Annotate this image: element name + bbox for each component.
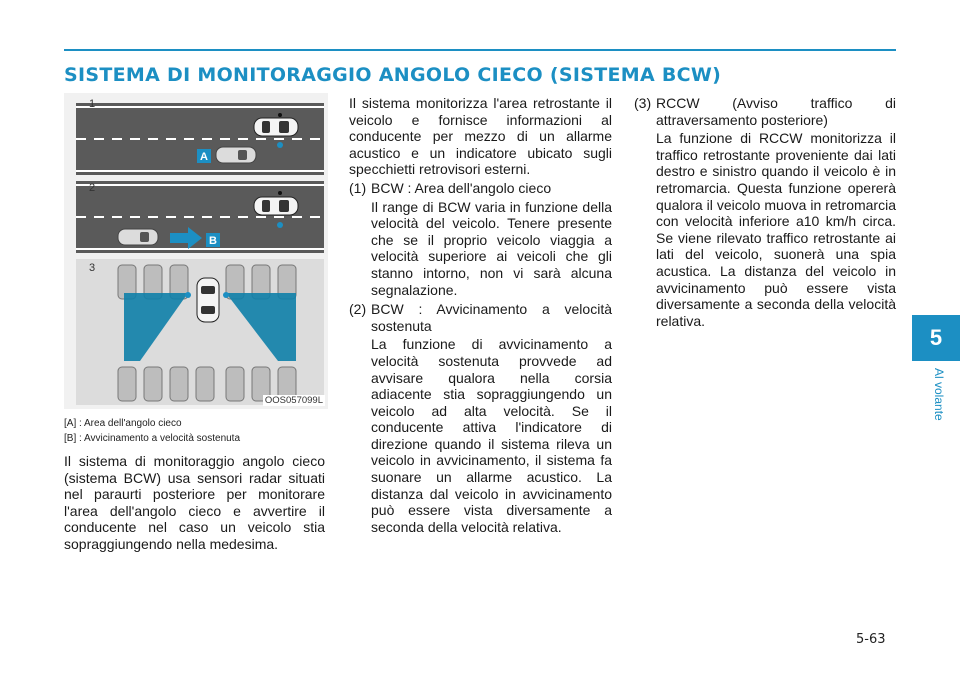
figure-label-2: 2 <box>89 182 96 194</box>
item-1-title: BCW : Area dell'angolo cieco <box>371 179 552 196</box>
figure-label-3: 3 <box>89 262 96 274</box>
page-number: 5-63 <box>856 632 886 647</box>
host-car-2 <box>254 197 298 215</box>
marker-a: A <box>200 151 208 163</box>
item-2-title: BCW : Avvicinamento a velocità sostenuta <box>371 301 612 334</box>
top-rule <box>64 49 896 51</box>
caption-b: [B] : Avvicinamento a velocità sostenuta <box>64 433 241 444</box>
bcw-illustration <box>64 93 328 409</box>
bcw-diagram <box>64 93 328 409</box>
blind-spot-car <box>216 147 256 163</box>
column-3 <box>634 95 896 329</box>
item-1-body: Il range di BCW varia in funzione della velocità del veicolo. Tenere presente che se il proprio veicolo viaggia a velocità superiore ai veicoli che gli stanno intorno, non vi sarà alcuna segnalazione. <box>371 198 612 298</box>
figure-code: OOS057099L <box>264 395 323 406</box>
item-3-title: RCCW (Avviso traffico di attraversamento posteriore) <box>656 95 896 128</box>
section-label: Al volante <box>932 368 946 421</box>
approaching-car <box>118 229 158 245</box>
item-3-body: La funzione di RCCW monitorizza il traffico retrostante proveniente dai lati destro e sinistro quando il veicolo è in retromarcia. Questa funzione opererà qualora il veicolo muova in retromarcia con velocità inferiore a10 km/h circa. Se viene rilevato traffico retrostante ai lati del veicolo, suonerà una spia acustica. La distanza del veicolo in avvicinamento può essere vista diversamente a seconda della velocità relativa. <box>656 130 896 329</box>
figure-label-1: 1 <box>89 98 96 110</box>
item-3-number: (3) <box>634 95 652 111</box>
item-1 <box>349 180 612 298</box>
host-car-1 <box>254 118 298 136</box>
item-2 <box>349 301 612 535</box>
item-2-body: La funzione di avvicinamento a velocità sostenuta provvede ad avvisare qualora nella corsia adiacente stia sopraggiungendo un veicolo ad alta velocità. Se il conducente attiva l'indicatore di direzione quando il sistema rileva un veicolo in avvicinamento, il sistema fa suonare un allarme acustico. La distanza dal veicolo in avvicinamento può essere vista diversamente a seconda della velocità relativa. <box>371 336 612 535</box>
item-3 <box>634 95 896 329</box>
column-1 <box>64 453 325 553</box>
caption-a: [A] : Area dell'angolo cieco <box>64 418 182 429</box>
item-1-number: (1) <box>349 179 367 196</box>
marker-b: B <box>209 235 217 247</box>
chapter-tab: 5 <box>912 315 960 361</box>
page-title: SISTEMA DI MONITORAGGIO ANGOLO CIECO (SISTEMA BCW) <box>64 64 722 86</box>
col1-intro: Il sistema di monitoraggio angolo cieco (sistema BCW) usa sensori radar situati nel paraurti posteriore per monitorare l'area dell'angolo cieco e avvertire il conducente nel caso un veicolo stia sopraggiungendo nella medesima. <box>64 453 325 552</box>
reversing-car <box>197 278 219 322</box>
column-2 <box>349 95 612 535</box>
item-2-number: (2) <box>349 301 367 318</box>
col2-intro: Il sistema monitorizza l'area retrostante il veicolo e fornisce informazioni al conducente per mezzo di un allarme acustico e un indicatore ubicato sugli specchietti retrovisori esterni. <box>349 95 612 178</box>
